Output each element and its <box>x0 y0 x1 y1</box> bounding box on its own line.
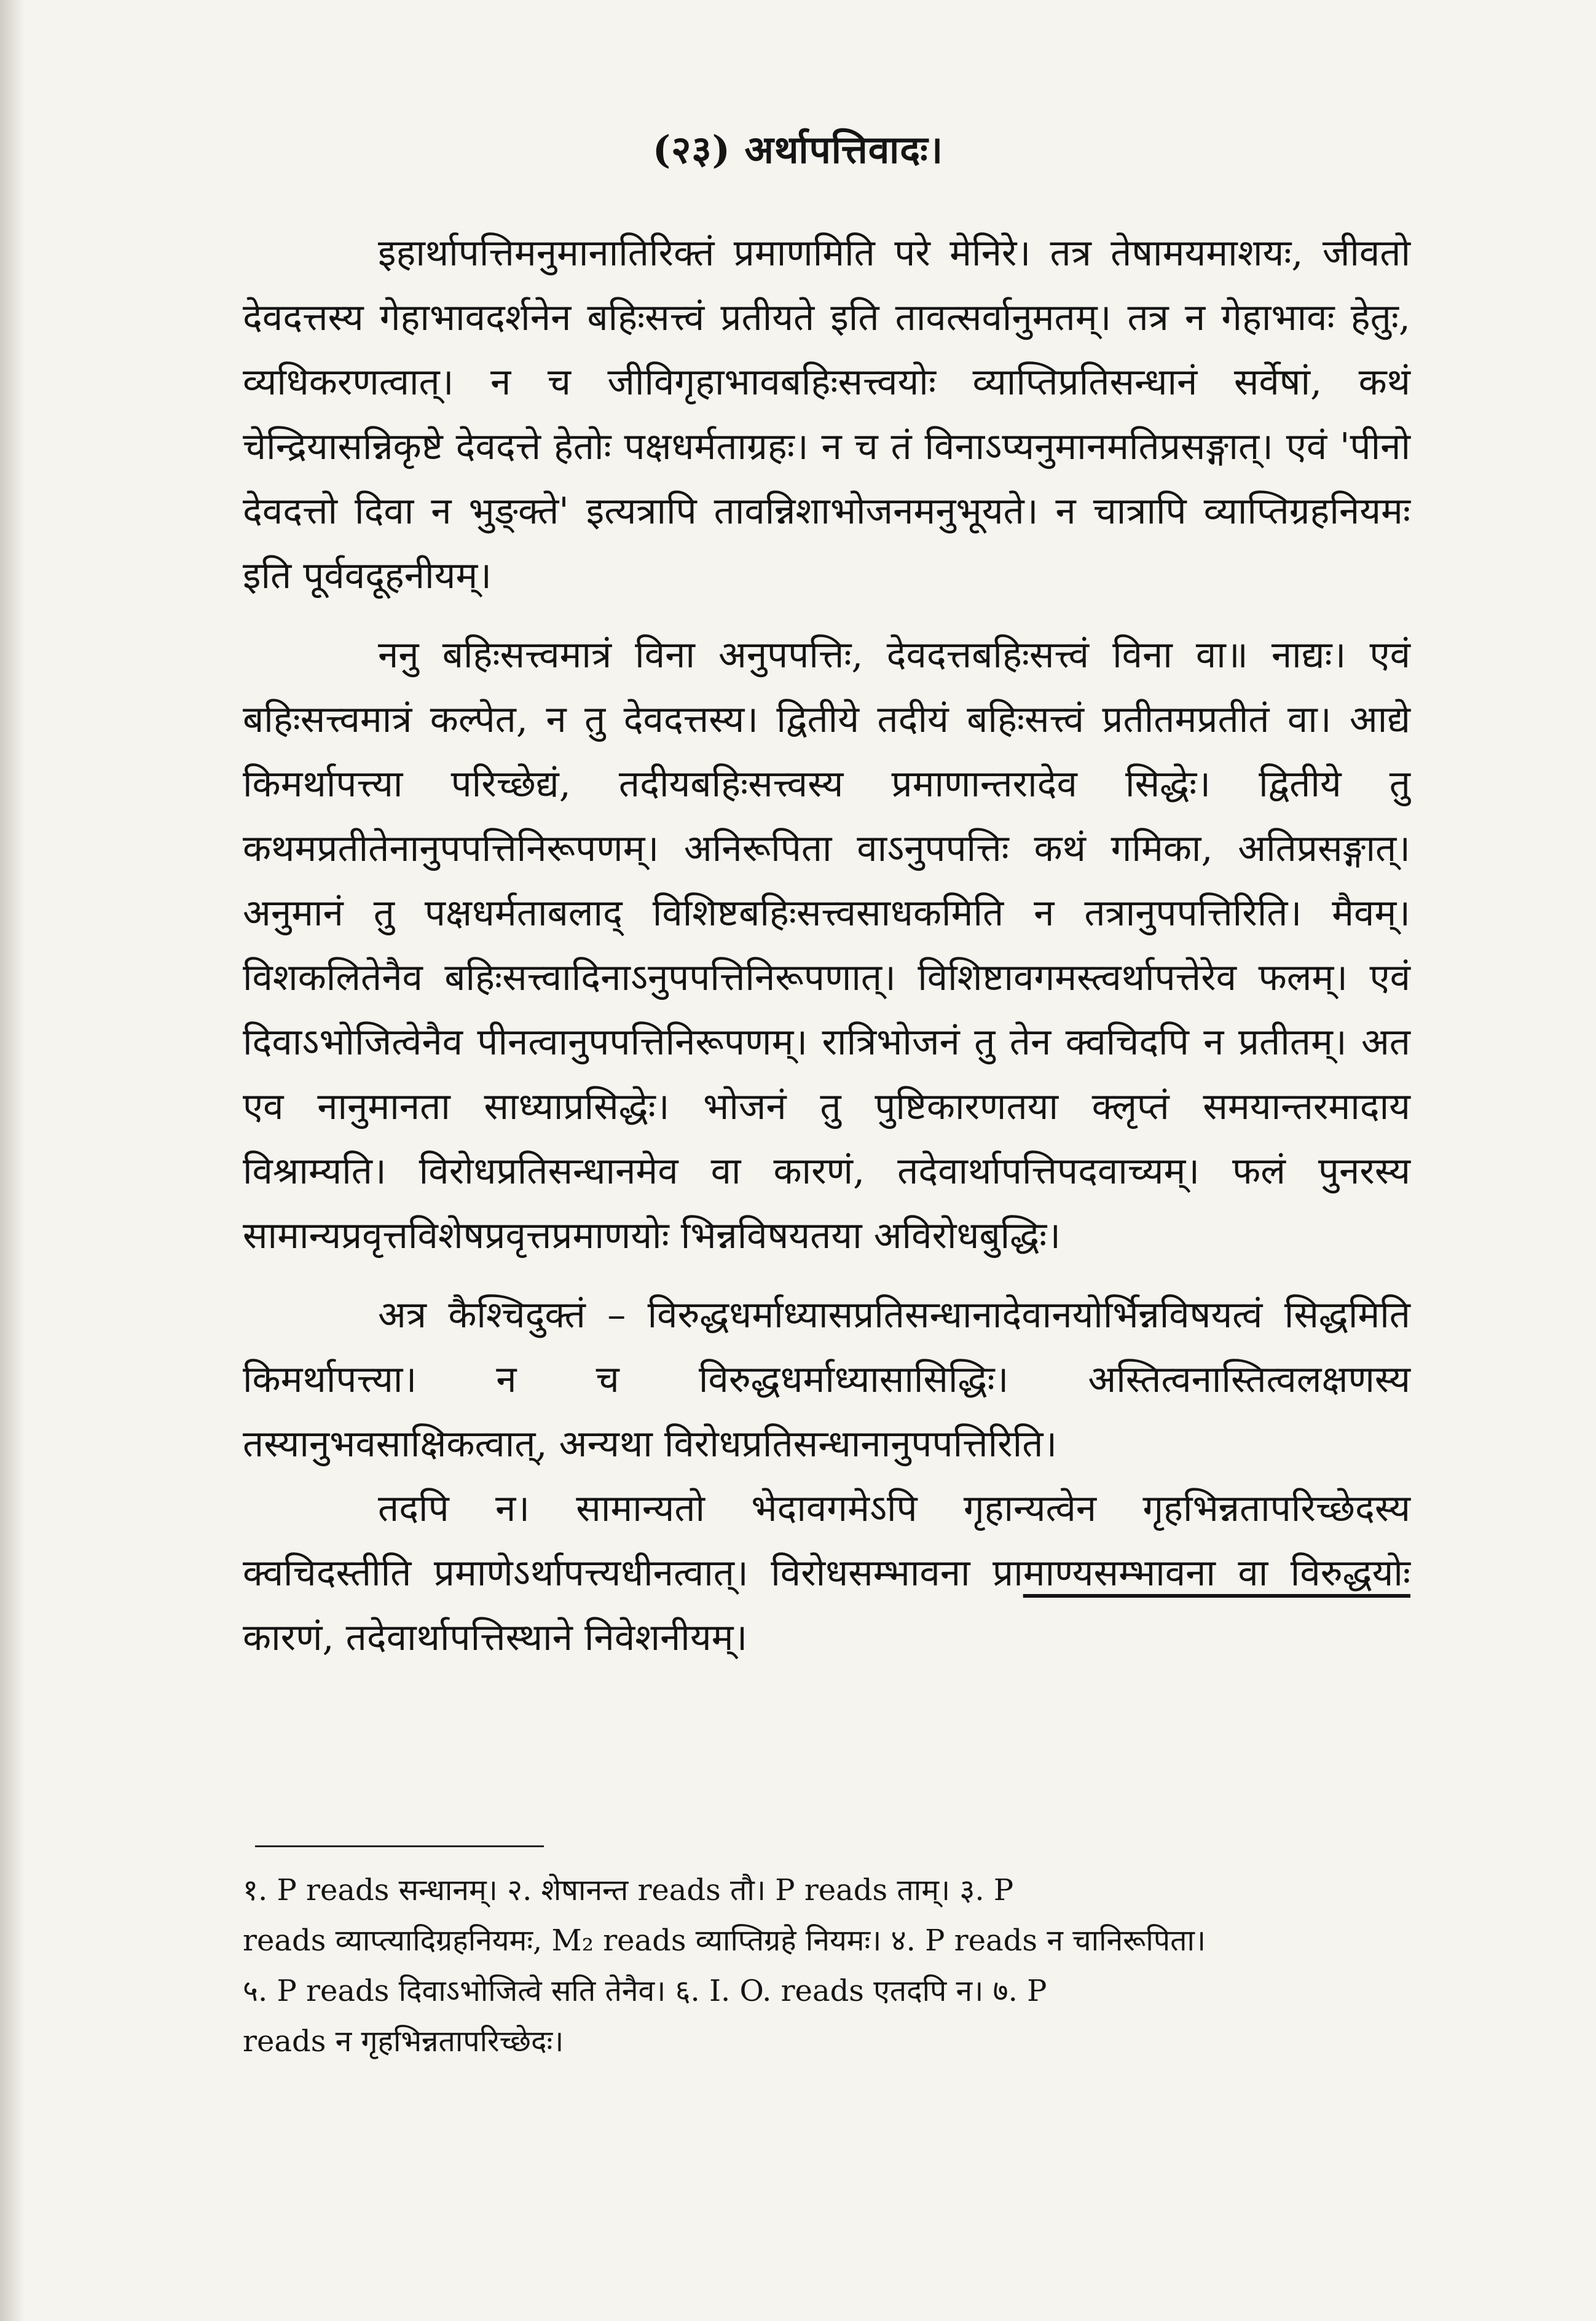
footnotes <box>243 1865 1410 2067</box>
paragraph-2: ननु बहिःसत्त्वमात्रं विना अनुपपत्तिः, देवदत्तबहिःसत्त्वं विना वा॥ नाद्यः। एवं बहिःसत्त्वमात्रं कल्पेत, न तु देवदत्तस्य। द्वितीये तदीयं बहिःसत्त्वं प्रतीतमप्रतीतं वा। आद्ये किमर्थापत्त्या परिच्छेद्यं, तदीयबहिःसत्त्वस्य प्रमाणान्तरादेव सिद्धेः। द्वितीये तु कथमप्रतीतेनानुपपत्तिनिरूपणम्। अनिरूपिता वाऽनुपपत्तिः कथं गमिका, अतिप्रसङ्गात्। अनुमानं तु पक्षधर्मताबलाद् विशिष्टबहिःसत्त्वसाधकमिति न तत्रानुपपत्तिरिति। मैवम्। विशकलितेनैव बहिःसत्त्वादिनाऽनुपपत्तिनिरूपणात्। विशिष्टावगमस्त्वर्थापत्तेरेव फलम्। एवं दिवाऽभोजित्वेनैव पीनत्वानुपपत्तिनिरूपणम्। रात्रिभोजनं तु तेन क्वचिदपि न प्रतीतम्। अत एव नानुमानता साध्याप्रसिद्धेः। भोजनं तु पुष्टिकारणतया क्लृप्तं समयान्तरमादाय विश्राम्यति। विरोधप्रतिसन्धानमेव वा कारणं, तदेवार्थापत्तिपदवाच्यम्। फलं पुनरस्य सामान्यप्रवृत्तविशेषप्रवृत्तप्रमाणयोः भिन्नविषयतया अविरोधबुद्धिः। <box>243 634 1410 1257</box>
paragraph-4 <box>243 1477 1410 1670</box>
section-heading: (२३) अर्थापत्तिवादः। <box>652 127 944 172</box>
footnote-line: ५. P reads दिवाऽभोजित्वे सति तेनैव। ६. I. O. reads एतदपि न। ७. P <box>243 1974 1047 2008</box>
paragraph-4-main: तदपि न। सामान्यतो भेदावगमेऽपि गृहान्यत्वेन गृहभिन्नतापरिच्छेदस्य क्वचिदस्तीति प्रमाणेऽर्थापत्त्यधीनत्वात्। विरोधसम्भावना प्रा <box>243 1487 1410 1595</box>
underlined-phrase: माण्यसम्भावना वा विरुद्धयोः <box>1023 1552 1410 1595</box>
footnote-line: reads न गृहभिन्नतापरिच्छेदः। <box>243 2024 564 2059</box>
paragraph-4-end: कारणं, तदेवार्थापत्तिस्थाने निवेशनीयम्। <box>243 1616 748 1659</box>
paragraph-3: अत्र कैश्चिदुक्तं – विरुद्धधर्माध्यासप्रतिसन्धानादेवानयोर्भिन्नविषयत्वं सिद्धमिति किमर्थापत्त्या। न च विरुद्धधर्माध्यासासिद्धिः। अस्तित्वनास्तित्वलक्षणस्य तस्यानुभवसाक्षिकत्वात्, अन्यथा विरोधप्रतिसन्धानानुपपत्तिरिति। <box>243 1294 1410 1466</box>
footnote-line: १. P reads सन्धानम्। २. शेषानन्त reads तौ। P reads ताम्। ३. P <box>243 1873 1014 1907</box>
binding-shadow <box>0 0 25 2321</box>
main-text <box>243 221 1410 1685</box>
footnote-line: reads व्याप्त्यादिग्रहनियमः, M₂ reads व्याप्तिग्रहे नियमः। ४. P reads न चानिरूपिता। <box>243 1923 1206 1958</box>
footnote-rule <box>255 1845 544 1847</box>
paragraph-1: इहार्थापत्तिमनुमानातिरिक्तं प्रमाणमिति परे मेनिरे। तत्र तेषामयमाशयः, जीवतो देवदत्तस्य गेहाभावदर्शनेन बहिःसत्त्वं प्रतीयते इति तावत्सर्वानुमतम्। तत्र न गेहाभावः हेतुः, व्यधिकरणत्वात्। न च जीविगृहाभावबहिःसत्त्वयोः व्याप्तिप्रतिसन्धानं सर्वेषां, कथं चेन्द्रियासन्निकृष्टे देवदत्ते हेतोः पक्षधर्मताग्रहः। न च तं विनाऽप्यनुमानमतिप्रसङ्गात्। एवं 'पीनो देवदत्तो दिवा न भुङ्क्ते' इत्यत्रापि तावन्निशाभोजनमनुभूयते। न चात्रापि व्याप्तिग्रहनियमः इति पूर्ववदूहनीयम्। <box>243 232 1410 597</box>
